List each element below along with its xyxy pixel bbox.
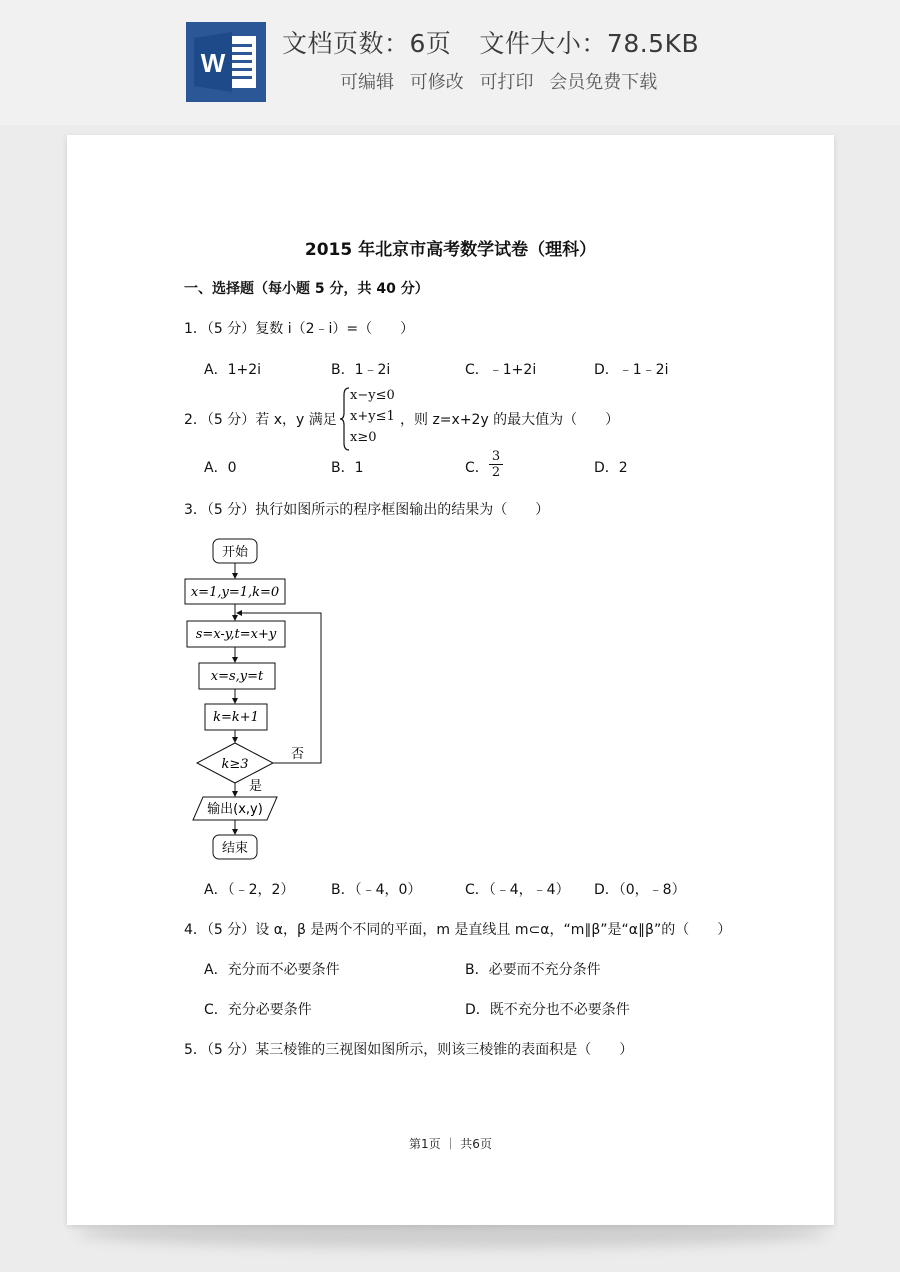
feature-list [340,68,667,94]
q4-option-d: D．既不充分也不必要条件 [465,1002,630,1018]
flow-start-label: 开始 [221,545,249,560]
flow-no-label: 否 [291,747,305,762]
word-icon [186,22,266,102]
feature-member-download: 会员免费下载 [549,72,658,93]
question-5: 5．（5 分）某三棱锥的三视图如图所示，则该三棱锥的表面积是（ ） [184,1042,634,1058]
q2-option-c: C． [465,460,489,476]
feature-printable: 可打印 [479,72,534,93]
q2-option-b: B．1 [331,460,364,476]
q2-option-c-fraction [489,449,503,481]
file-size: 文件大小：78.5KB [479,29,700,58]
feature-editable: 可编辑 [340,72,394,93]
question-2-pre: 2．（5 分）若 x，y 满足 [184,412,337,428]
q3-option-d: D．（0，﹣8） [594,882,686,898]
inequality-2: x+y≤1 [350,409,395,424]
q1-option-c: C．﹣1+2i [465,362,537,378]
exam-title: 2015 年北京市高考数学试卷（理科） [304,240,597,260]
question-3: 3．（5 分）执行如图所示的程序框图输出的结果为（ ） [184,502,550,518]
system-brace [340,387,350,451]
q4-option-b: B．必要而不充分条件 [465,962,601,978]
page-footer: 第1页 ｜ 共6页 [409,1137,492,1151]
section-heading: 一、选择题（每小题 5 分，共 40 分） [184,281,429,297]
question-1: 1．（5 分）复数 i（2﹣i）=（ ） [184,321,415,337]
program-flowchart [181,533,401,865]
q3-option-b: B．（﹣4，0） [331,882,422,898]
q3-option-a: A．（﹣2，2） [204,882,295,898]
flow-yes-label: 是 [249,779,263,794]
q4-option-a: A．充分而不必要条件 [204,962,340,978]
q1-option-a: A．1+2i [204,362,262,378]
document-info-banner [0,0,900,125]
flow-step3-label: k=k+1 [213,710,259,725]
flow-output-label: 输出(x,y) [207,802,263,817]
question-2-post: ，则 z=x+2y 的最大值为（ ） [400,412,620,428]
document-page [67,135,834,1225]
q2-option-a: A．0 [204,460,237,476]
file-stats [282,24,727,60]
page-count: 文档页数：6页 [282,29,452,58]
q4-option-c: C．充分必要条件 [204,1002,312,1018]
inequality-1: x−y≤0 [350,388,395,403]
flow-step2-label: x=s,y=t [210,669,264,684]
word-logo-letter: W [200,48,226,78]
inequality-3: x≥0 [350,430,377,445]
flow-condition-label: k≥3 [221,757,249,772]
feature-modifiable: 可修改 [409,72,464,93]
flow-end-label: 结束 [221,841,249,856]
q3-option-c: C．（﹣4，﹣4） [465,882,570,898]
q2-option-d: D．2 [594,460,628,476]
fraction-denominator: 2 [489,464,503,481]
flow-init-label: x=1,y=1,k=0 [190,585,280,600]
fraction-numerator: 3 [491,449,501,464]
q1-option-b: B．1﹣2i [331,362,391,378]
flow-step1-label: s=x-y,t=x+y [195,627,277,642]
question-4: 4．（5 分）设 α，β 是两个不同的平面，m 是直线且 m⊂α，“m∥β”是“α∥β”的（ ） [184,922,732,938]
inequality-system [350,385,395,448]
q1-option-d: D．﹣1﹣2i [594,362,669,378]
